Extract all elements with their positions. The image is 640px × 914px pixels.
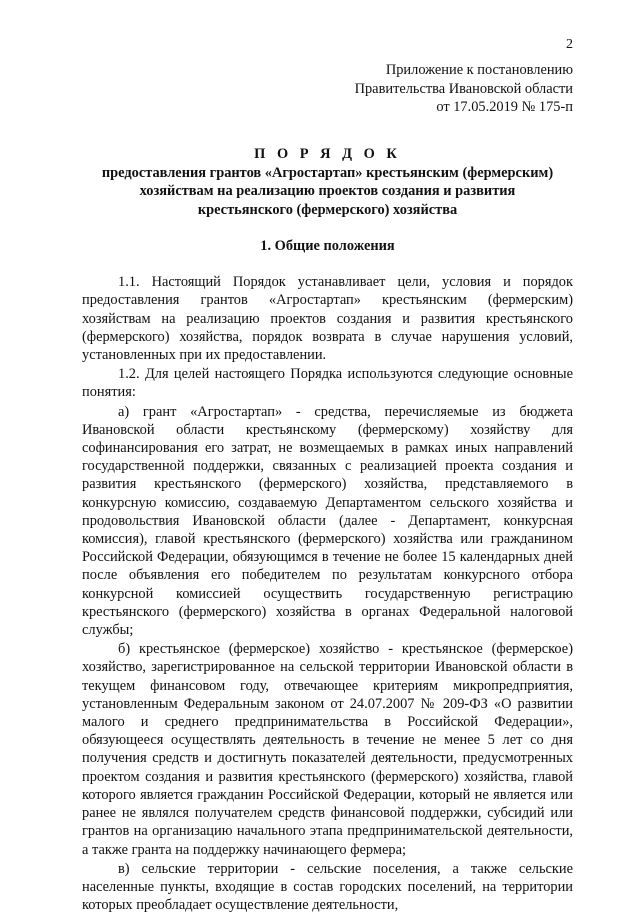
paragraph-b: б) крестьянское (фермерское) хозяйство - крестьянское (фермерское) хозяйство, зарегистрированное на сельской территории Ивановской области в текущем финансовом году, отвечающее критериям микропредприятия, установленным Федеральным законом от 24.07.2007 № 209-ФЗ «О развитии малого и среднего предпринимательства в Российской Федерации», обязующееся осуществлять деятельность в течение не менее 5 лет со дня получения средств и достигнуть показателей деятельности, предусмотренных проектом создания и развития крестьянского (фермерского) хозяйства, главой которого является гражданин Российской Федерации, который не является или ранее не являлся получателем средств финансовой поддержки, субсидий или грантов на организацию начального этапа предпринимательской деятельности, а также гранта на поддержку начинающего фермера; bbox=[82, 641, 573, 858]
section-heading: 1. Общие положения bbox=[260, 238, 395, 254]
page-number: 2 bbox=[566, 37, 573, 52]
document-title: П О Р Я Д О К bbox=[254, 145, 401, 162]
appendix-line: Правительства Ивановской области bbox=[354, 80, 573, 97]
subtitle-line: хозяйствам на реализацию проектов создания и развития bbox=[139, 183, 516, 199]
paragraph-1-1: 1.1. Настоящий Порядок устанавливает цели, условия и порядок предоставления грантов «Агростартап» крестьянским (фермерским) хозяйствам на реализацию проектов создания и развития крестьянского (фермерского) хозяйства, порядок возврата в случае нарушения условий, установленных при их предоставлении. bbox=[82, 274, 573, 364]
body-text bbox=[82, 273, 573, 914]
appendix-line: от 17.05.2019 № 175-п bbox=[436, 99, 573, 115]
appendix-line: Приложение к постановлению bbox=[385, 62, 573, 78]
subtitle-line: предоставления грантов «Агростартап» крестьянским (фермерским) bbox=[101, 164, 554, 181]
document-subtitle bbox=[82, 164, 573, 220]
appendix-note bbox=[82, 61, 573, 117]
subtitle-line: крестьянского (фермерского) хозяйства bbox=[197, 201, 458, 218]
paragraph-a: а) грант «Агростартап» - средства, перечисляемые из бюджета Ивановской области крестьянскому (фермерскому) хозяйству для софинансирования его затрат, не возмещаемых в рамках иных направлений государственной поддержки, связанных с реализацией проекта создания и развития крестьянского (фермерского) хозяйства, представляемого в конкурсную комиссию, создаваемую Департаментом сельского хозяйства и продовольствия Ивановской области (далее - Департамент, конкурсная комиссия), главой крестьянского (фермерского) хозяйства или гражданином Российской Федерации, обязующимся в течение не более 15 календарных дней после объявления его победителем по результатам конкурсного отбора конкурсной комиссией осуществить государственную регистрацию крестьянского (фермерского) хозяйства в органах Федеральной налоговой службы; bbox=[82, 403, 573, 639]
paragraph-1-2: 1.2. Для целей настоящего Порядка используются следующие основные понятия: bbox=[82, 366, 573, 401]
paragraph-v: в) сельские территории - сельские поселения, а также сельские населенные пункты, входящие в состав городских поселений, на территории которых преобладает осуществление деятельности, bbox=[82, 860, 573, 914]
